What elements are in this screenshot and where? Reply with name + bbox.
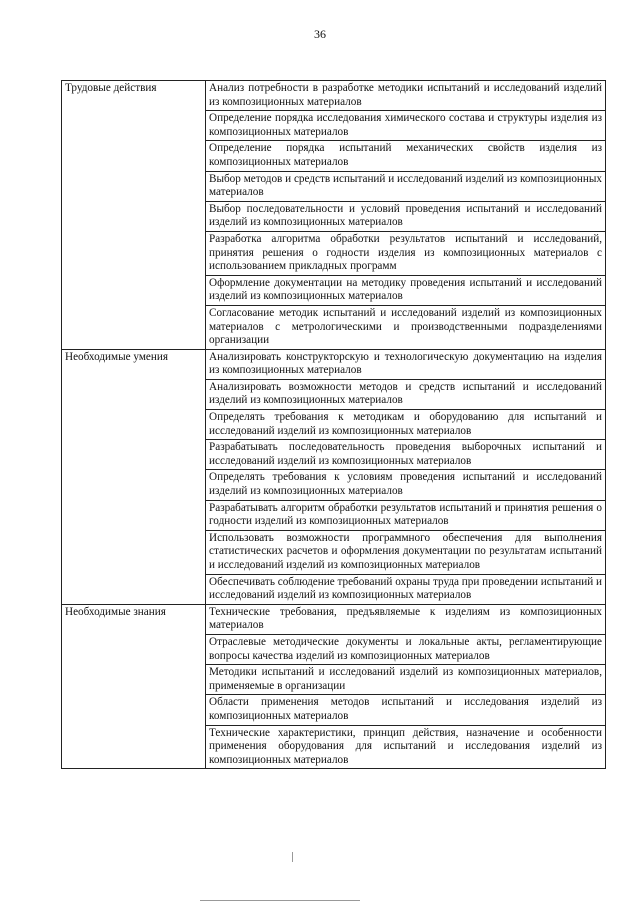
scan-artifact-line bbox=[200, 900, 360, 901]
labor-functions-table bbox=[61, 80, 606, 769]
table-row bbox=[62, 604, 606, 634]
section-title: Необходимые знания bbox=[62, 604, 206, 769]
requirement-item: Анализ потребности в разработке методики испытаний и исследований изделий из композиционных материалов bbox=[206, 81, 606, 111]
requirement-item: Оформление документации на методику проведения испытаний и исследований изделий из композиционных материалов bbox=[206, 275, 606, 305]
requirement-item: Согласование методик испытаний и исследований изделий из композиционных материалов с метрологическими и производственными подразделениями организации bbox=[206, 305, 606, 349]
requirement-item: Определять требования к методикам и оборудованию для испытаний и исследований изделий из композиционных материалов bbox=[206, 410, 606, 440]
requirement-item: Определение порядка испытаний механических свойств изделия из композиционных материалов bbox=[206, 141, 606, 171]
requirement-item: Использовать возможности программного обеспечения для выполнения статистических расчетов и оформления документации по результатам испытаний и исследований изделий из композиционных материалов bbox=[206, 530, 606, 574]
table-body bbox=[62, 81, 606, 769]
scan-artifact-line bbox=[292, 852, 293, 862]
requirement-item: Технические требования, предъявляемые к изделиям из композиционных материалов bbox=[206, 604, 606, 634]
section-title: Трудовые действия bbox=[62, 81, 206, 350]
requirement-item: Выбор последовательности и условий проведения испытаний и исследований изделий из композиционных материалов bbox=[206, 201, 606, 231]
table-row bbox=[62, 81, 606, 111]
requirement-item: Определять требования к условиям проведения испытаний и исследований изделий из композиционных материалов bbox=[206, 470, 606, 500]
requirement-item: Области применения методов испытаний и исследования изделий из композиционных материалов bbox=[206, 695, 606, 725]
requirement-item: Отраслевые методические документы и локальные акты, регламентирующие вопросы качества изделий из композиционных материалов bbox=[206, 634, 606, 664]
section-title: Необходимые умения bbox=[62, 349, 206, 604]
requirement-item: Разрабатывать алгоритм обработки результатов испытаний и принятия решения о годности изделий из композиционных материалов bbox=[206, 500, 606, 530]
requirement-item: Анализировать возможности методов и средств испытаний и исследований изделий из композиционных материалов bbox=[206, 379, 606, 409]
requirement-item: Разработка алгоритма обработки результатов испытаний и исследований, принятия решения о годности изделия из композиционных материалов с использованием прикладных программ bbox=[206, 231, 606, 275]
requirement-item: Обеспечивать соблюдение требований охраны труда при проведении испытаний и исследований изделий из композиционных материалов bbox=[206, 574, 606, 604]
page-number: 36 bbox=[314, 27, 326, 41]
requirement-item: Методики испытаний и исследований изделий из композиционных материалов, применяемые в организации bbox=[206, 665, 606, 695]
requirement-item: Анализировать конструкторскую и технологическую документацию на изделия из композиционных материалов bbox=[206, 349, 606, 379]
requirement-item: Определение порядка исследования химического состава и структуры изделия из композиционных материалов bbox=[206, 111, 606, 141]
requirement-item: Выбор методов и средств испытаний и исследований изделий из композиционных материалов bbox=[206, 171, 606, 201]
requirement-item: Разрабатывать последовательность проведения выборочных испытаний и исследований изделий из композиционных материалов bbox=[206, 440, 606, 470]
table-row bbox=[62, 349, 606, 379]
requirement-item: Технические характеристики, принцип действия, назначение и особенности применения оборудования для испытаний и исследования изделий из композиционных материалов bbox=[206, 725, 606, 769]
